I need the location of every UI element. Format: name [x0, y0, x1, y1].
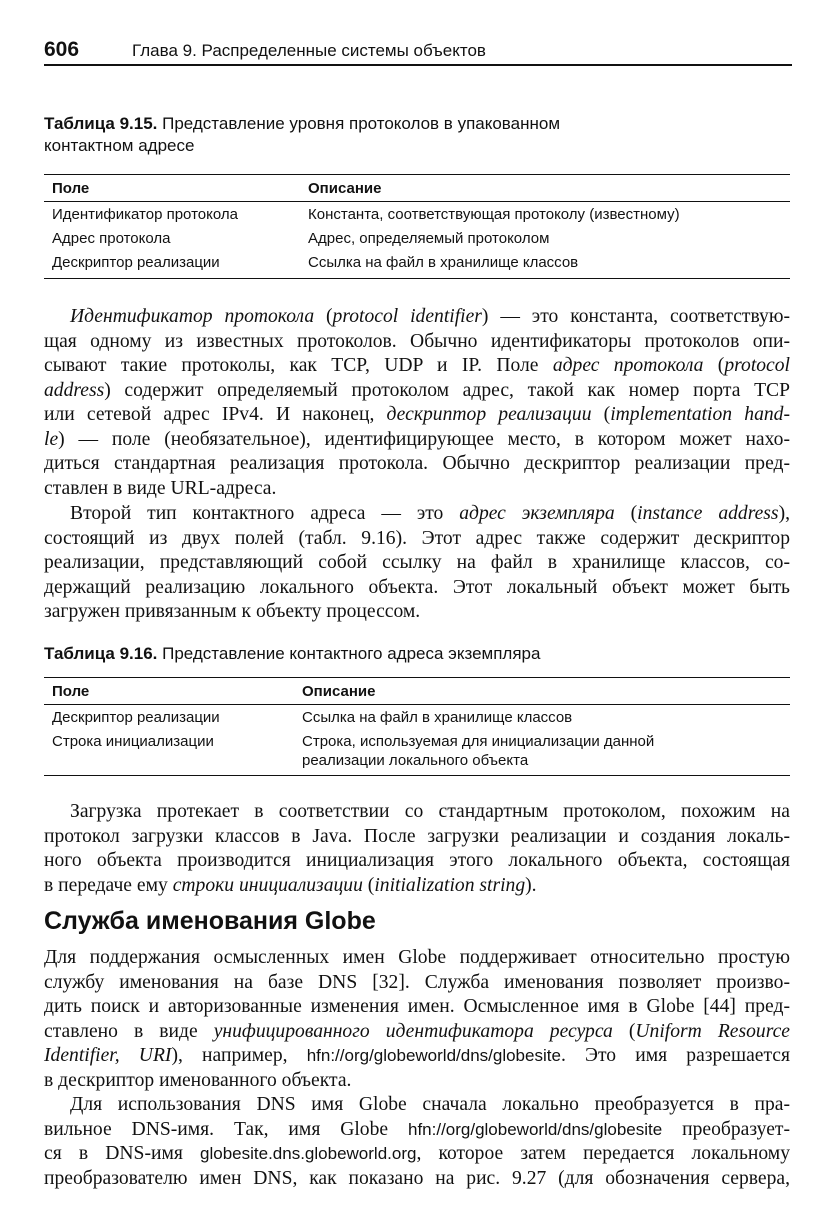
table-row	[44, 708, 790, 732]
text-line: преобразователю имен DNS, как показано на рис. 9.27 (для обозначения сервера,	[44, 1167, 790, 1189]
table-cell: Идентификатор протокола	[52, 206, 238, 223]
text-line: реализации, представляющий собой ссылку на файл в хранилище классов, со-	[44, 552, 790, 573]
text-line: ного объекта производится инициализация этого локального объекта, состоящая	[44, 850, 790, 871]
text-span: вильное DNS-имя. Так, имя Globe	[44, 1118, 408, 1140]
text-line: службу именования на базе DNS [32]. Служба именования позволяет произво-	[44, 971, 790, 993]
page-number: 606	[44, 38, 80, 61]
table-cell: Ссылка на файл в хранилище классов	[308, 254, 579, 271]
term-italic: address	[44, 379, 105, 401]
caption-text-cont: контактном адресе	[44, 136, 195, 155]
table-cell: Ссылка на файл в хранилище классов	[302, 709, 573, 726]
text-span: ), например,	[171, 1045, 307, 1066]
text-span: . Это имя разрешается	[560, 1045, 790, 1066]
term-italic: le	[44, 428, 59, 450]
term-italic: Identifier, URI	[44, 1045, 172, 1066]
paragraph	[44, 305, 790, 501]
caption-text: Представление контактного адреса экземпляра	[162, 644, 541, 663]
page-header	[44, 38, 792, 66]
term-italic: Uniform Resource	[635, 1020, 790, 1042]
text-line: протокол загрузки классов в Java. После загрузки реализации и создания локаль-	[44, 825, 790, 847]
text-span: ) — поле (необязательное), идентифицирующее место, в котором может нахо-	[58, 428, 790, 450]
text-span: (	[591, 404, 611, 425]
uri-text: hfn://org/globeworld/dns/globesite	[306, 1046, 561, 1065]
text-span: в передаче ему	[44, 874, 173, 896]
text-line: состоящий из двух полей (табл. 9.16). Этот адрес также содержит дескриптор	[44, 527, 790, 549]
term-italic: protocol	[724, 355, 790, 376]
column-header-description: Описание	[302, 682, 376, 700]
caption-number: Таблица 9.15.	[44, 114, 158, 133]
text-line: ставлен в виде URL-адреса.	[44, 477, 277, 499]
text-line: щая одному из известных протоколов. Обычно идентификаторы протоколов опи-	[44, 330, 790, 352]
paragraph	[44, 502, 790, 625]
text-line: Для использования DNS имя Globe сначала локально преобразуется в пра-	[70, 1094, 790, 1115]
term-italic: protocol identifier	[332, 306, 482, 327]
table-9-16-caption	[44, 643, 744, 665]
term-italic: адрес экземпляра	[459, 503, 615, 524]
table-cell: Строка инициализации	[52, 733, 214, 750]
paragraph	[44, 946, 790, 1093]
text-span: (	[362, 874, 375, 896]
table-row	[44, 205, 790, 229]
table-9-16	[44, 677, 790, 776]
text-line: в дескриптор именованного объекта.	[44, 1069, 352, 1091]
paragraph	[44, 1093, 790, 1191]
table-cell: Дескриптор реализации	[52, 709, 220, 726]
section-heading: Служба именования Globe	[44, 907, 376, 935]
term-italic: строки инициализации	[172, 874, 363, 896]
table-9-15-caption	[44, 113, 744, 157]
text-line: дить поиск и авторизованные изменения имен. Осмысленное имя в Globe [44] пред-	[44, 996, 790, 1017]
cell-line: реализации локального объекта	[302, 752, 529, 769]
text-span: , которое затем передается локальному	[416, 1143, 790, 1164]
text-line: Загрузка протекает в соответствии со стандартным протоколом, похожим на	[70, 801, 790, 822]
table-header-row	[44, 175, 790, 202]
table-row	[44, 253, 790, 279]
column-header-field: Поле	[52, 682, 90, 700]
uri-text: hfn://org/globeworld/dns/globesite	[407, 1119, 663, 1139]
term-italic: адрес протокола	[552, 355, 704, 376]
cell-line: Строка, используемая для инициализации данной	[302, 733, 655, 750]
text-span: сывают такие протоколы, как TCP, UDP и IP. Поле	[44, 355, 553, 376]
table-header-row	[44, 678, 790, 705]
text-span: (	[703, 355, 725, 376]
dns-name-text: globesite.dns.globeworld.org	[200, 1144, 417, 1163]
table-cell	[302, 732, 790, 770]
text-span: преобразует-	[662, 1118, 790, 1140]
term-italic: instance address	[637, 503, 779, 524]
table-row	[44, 229, 790, 253]
text-span: Второй тип контактного адреса — это	[70, 503, 460, 524]
table-cell: Константа, соответствующая протоколу (известному)	[308, 206, 680, 223]
table-cell: Адрес протокола	[52, 230, 171, 247]
text-span: ),	[778, 503, 790, 524]
term-italic: унифицированного идентификатора ресурса	[213, 1020, 613, 1042]
term-italic: дескриптор реализации	[386, 404, 592, 425]
table-row	[44, 732, 790, 776]
text-line: диться стандартная реализация протокола. Обычно дескриптор реализации пред-	[44, 453, 790, 474]
text-span: ) — это константа, соответствую-	[481, 306, 790, 327]
column-header-description: Описание	[308, 179, 382, 197]
text-span: (	[314, 306, 333, 327]
text-span: (	[614, 503, 638, 524]
caption-number: Таблица 9.16.	[44, 644, 158, 663]
text-span: ся в DNS-имя	[44, 1143, 201, 1164]
table-cell: Дескриптор реализации	[52, 254, 220, 271]
term-italic: Идентификатор протокола	[70, 306, 315, 327]
text-span: ).	[525, 874, 537, 896]
term-italic: implementation hand-	[610, 404, 790, 425]
paragraph	[44, 800, 790, 898]
text-span: ) содержит определяемый протоколом адрес, такой как номер порта TCP	[104, 379, 790, 401]
text-span: ставлено в виде	[44, 1020, 214, 1042]
column-header-field: Поле	[52, 179, 90, 197]
text-span: или сетевой адрес IPv4. И наконец,	[44, 404, 387, 425]
text-line: держащий реализацию локального объекта. Этот локальный объект может быть	[44, 576, 790, 598]
table-cell: Адрес, определяемый протоколом	[308, 230, 550, 247]
table-9-15	[44, 174, 790, 279]
chapter-title: Глава 9. Распределенные системы объектов	[132, 41, 486, 60]
term-italic: initialization string	[374, 874, 526, 896]
text-span: (	[612, 1020, 636, 1042]
text-line: Для поддержания осмысленных имен Globe поддерживает относительно простую	[44, 947, 790, 968]
text-line: загружен привязанным к объекту процессом.	[44, 601, 421, 622]
caption-text: Представление уровня протоколов в упакованном	[162, 114, 561, 133]
